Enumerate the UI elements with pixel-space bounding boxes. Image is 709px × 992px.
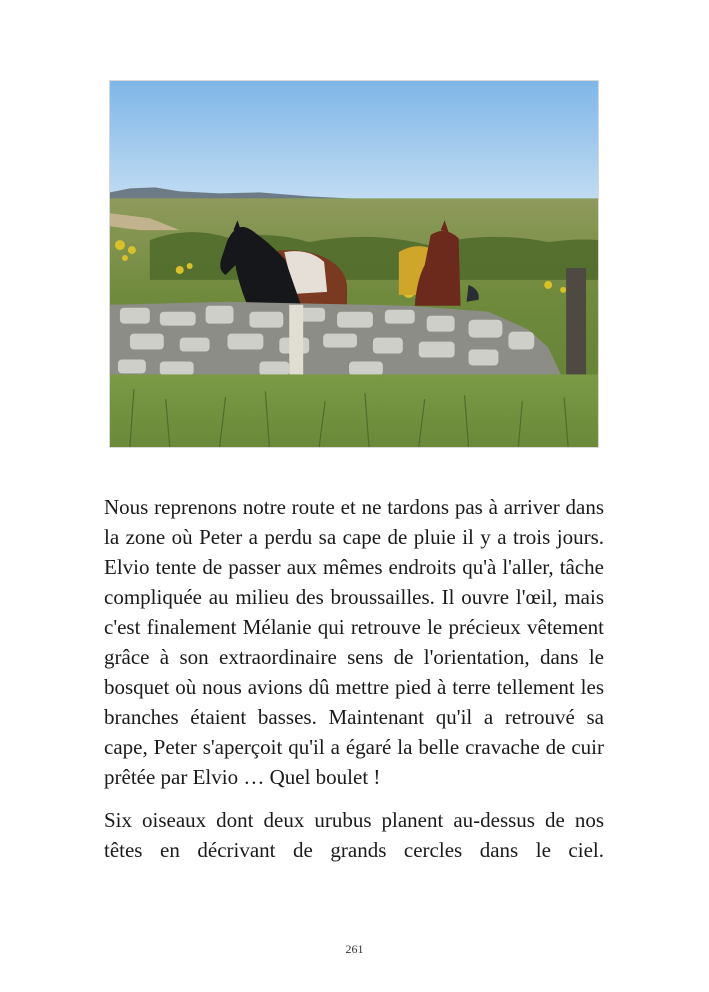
- white-post: [289, 305, 303, 383]
- paragraph-1: Nous reprenons notre route et ne tardons pas à arriver dans la zone où Peter a perdu sa cape de pluie il y a trois jours. Elvio tente de passer aux mêmes endroits qu'à l'aller, tâche compliquée au milieu des broussailles. Il ouvre l'œil, mais c'est finalement Mélanie qui retrouve le précieux vêtement grâce à son extraordinaire sens de l'orientation, dans le bosquet où nous avions dû mettre pied à terre tellement les branches étaient basses. Maintenant qu'il a retrouvé sa cape, Peter s'aperçoit qu'il a égaré la belle cravache de cuir prêtée par Elvio … Quel boulet !: [104, 495, 604, 789]
- paragraph-2: Six oiseaux dont deux urubus planent au-dessus de nos têtes en décrivant de grands cercles dans le ciel.: [104, 808, 604, 862]
- photo-two-horses-stone-wall: [109, 80, 599, 448]
- sky: [110, 81, 598, 205]
- body-text: [104, 492, 604, 878]
- wooden-post: [566, 268, 586, 389]
- photo-illustration: [110, 81, 598, 447]
- bushes: [150, 232, 598, 280]
- foreground-grass: [110, 374, 598, 447]
- page-number: 261: [345, 942, 364, 956]
